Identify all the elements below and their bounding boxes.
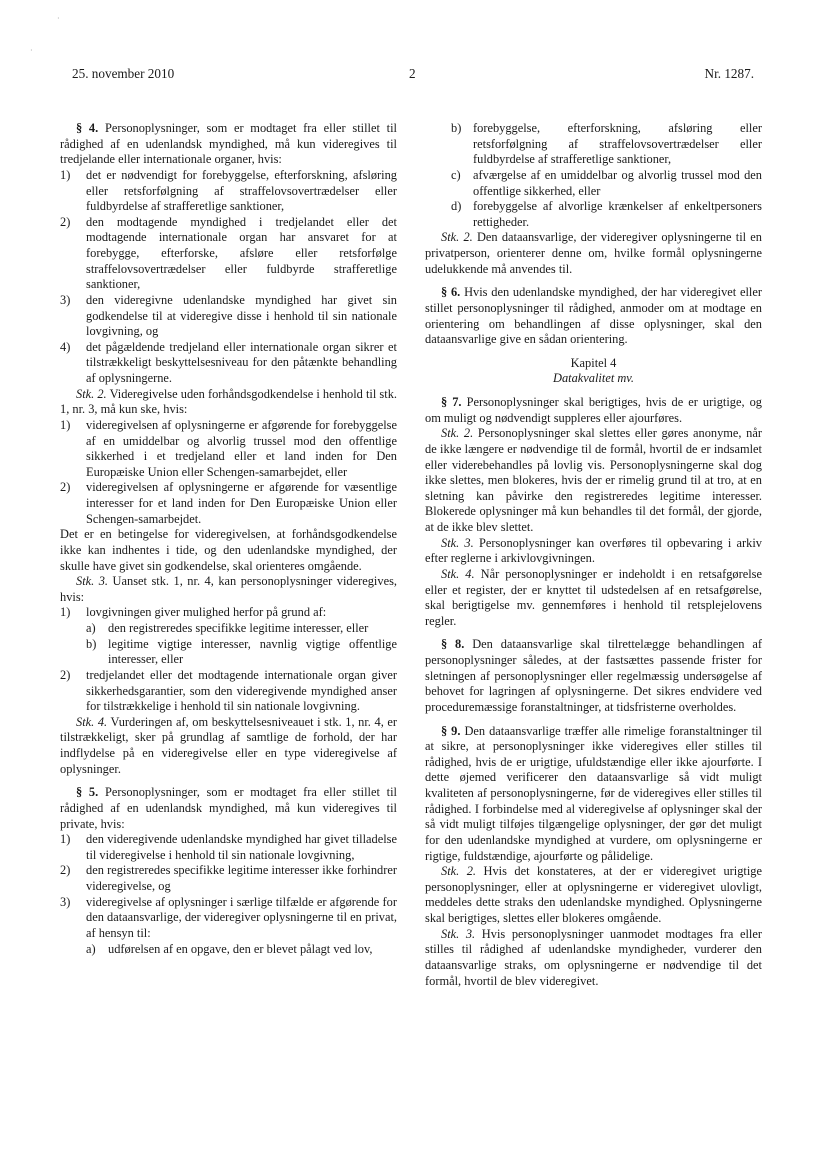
sub-list-item: a) den registreredes specifikke legitime interesser, eller (86, 621, 369, 635)
section-7: § 7. Personoplysninger skal berigtiges, hvis de er urigtige, og om muligt og nødvendigt suppleres eller ajourføres. (425, 395, 762, 425)
header-page-number: 2 (409, 66, 416, 81)
scan-dot: · (57, 14, 60, 23)
section-4-intro: § 4. Personoplysninger, som er modtaget fra eller stillet til rådighed af en udenlandsk myndighed, må kun videregives til tredjelande eller internationale organer, hvis: (60, 121, 397, 167)
sub-list-item: b) forebyggelse, efterforskning, afsløring eller retsforfølgning af straffelovsovertrædelser eller fuldbyrdelse af strafferetlige sanktioner, (451, 121, 762, 167)
sub-list-item: d) forebyggelse af alvorlige krænkelser af enkeltpersoners rettigheder. (451, 199, 762, 229)
list-item: 1) lovgivningen giver mulighed herfor på grund af: (60, 605, 327, 620)
right-column (425, 121, 762, 989)
scan-dot: · (30, 46, 33, 55)
sub-list-item: c) afværgelse af en umiddelbar og alvorlig trussel mod den offentlige sikkerhed, eller (451, 167, 762, 198)
section-7-stk-4: Stk. 4. Når personoplysninger er indeholdt i en retsafgørelse eller et register, der er knyttet til udstedelsen af en retsafgørelse, skal berigtigelse mv. gennemføres i henhold til retsplejelovens regler. (425, 566, 762, 628)
section-9: § 9. Den dataansvarlige træffer alle rimelige foranstaltninger til at sikre, at personoplysninger ikke videregives eller stilles til rådighed, hvis de er urigtige, ufuldstændige eller ikke ajourførte. I dette øjemed verificerer den dataansvarlige så vidt muligt kvaliteten af personoplysningerne, før de videregives eller stilles til rådighed. I forbindelse med al videregivelse af oplysninger skal der så vidt muligt tilføjes tilgængelige oplysninger, der gør det muligt for den udenlandske myndighed at vurdere, om oplysningerne er rigtige, fuldstændige, ajourførte og pålidelige. (425, 723, 762, 863)
section-7-stk-2: Stk. 2. Personoplysninger skal slettes eller gøres anonyme, når de ikke længere er nødvendige til de formål, hvortil de er indsamlet eller viderebehandles på lovlig vis. Personoplysningerne skal dog ikke slettes, men blokeres, hvis der er rimelig grund til at tro, at en sletning kan påvirke den registreredes legitime interesser. Blokerede oplysninger må kun behandles til det formål, der gjorde, at de ikke blev slettet. (425, 426, 762, 534)
section-4-stk-4: Stk. 4. Vurderingen af, om beskyttelsesniveauet i stk. 1, nr. 4, er tilstrækkeligt, sker på grundlag af samtlige de forhold, der har indflydelse på en videregivelse eller en type videregivelse af oplysninger. (60, 714, 398, 776)
sub-list-item: b) legitime vigtige interesser, navnlig vigtige offentlige interesser, eller (86, 636, 397, 667)
list-item: 2) den modtagende myndighed i tredjelandet eller det modtagende internationale organ har ansvaret for at forebygge, efterforske, afsløre eller retsforfølge straffelovsovertrædelser eller fuldbyrde strafferetlige sanktioner, (60, 214, 397, 292)
section-6: § 6. Hvis den udenlandske myndighed, der har videregivet eller stillet personoplysninger til rådighed, anmoder om at modtage en orientering om behandlingen af disse oplysninger, skal den dataansvarlige give en sådan orientering. (425, 285, 762, 347)
section-4-stk-3: Stk. 3. Uanset stk. 1, nr. 4, kan personoplysninger videregives, hvis: (60, 574, 397, 604)
list-item: 1) videregivelsen af oplysningerne er afgørende for forebyggelse af en umiddelbar og alvorlig trussel mod den offentlige sikkerhed i et tredjeland eller et land inden for Den Europæiske Union eller Schengen-samarbejdet, eller (60, 417, 397, 479)
list-item: 3) videregivelse af oplysninger i særlige tilfælde er afgørende for den dataansvarlige, der videregiver oplysningerne til en privat, af hensyn til: (60, 894, 397, 940)
sub-list-item: a) udførelsen af en opgave, den er blevet pålagt ved lov, (86, 941, 373, 956)
chapter-title: Datakvalitet mv. (553, 371, 634, 386)
section-7-stk-3: Stk. 3. Personoplysninger kan overføres til opbevaring i arkiv efter reglerne i arkivlovgivningen. (425, 535, 762, 566)
list-item: 2) den registreredes specifikke legitime interesser ikke forhindrer videregivelse, og (60, 863, 397, 893)
list-item: 4) det pågældende tredjeland eller internationale organ sikrer et tilstrækkeligt beskyttelsesniveau for den påtænkte behandling af oplysningerne. (60, 339, 397, 385)
list-item: 3) den videregivne udenlandske myndighed har givet sin godkendelse til at videregive disse i henhold til sin nationale lovgivning, og (60, 292, 397, 339)
list-item: 1) den videregivende udenlandske myndighed har givet tilladelse til videregivelse i henhold til sin nationale lovgivning, (60, 832, 397, 862)
list-item: 2) videregivelsen af oplysningerne er afgørende for væsentlige interesser for et land inden for Den Europæiske Union eller Schengen-samarbejdet. (60, 480, 397, 526)
section-5-intro: § 5. Personoplysninger, som er modtaget fra eller stillet til rådighed af en udenlandsk myndighed, må kun videregives til private, hvis: (60, 785, 397, 831)
section-9-stk-2: Stk. 2. Hvis det konstateres, at der er videregivet urigtige personoplysninger, eller at oplysningerne er videregivet ulovligt, meddeles dette straks den udenlandske myndighed. Oplysningerne skal berigtiges, slettes eller blokeres omgående. (425, 864, 762, 925)
chapter-heading: Kapitel 4 (570, 355, 617, 370)
left-column (60, 121, 397, 957)
header-date: 25. november 2010 (72, 66, 175, 81)
list-item: 2) tredjelandet eller det modtagende internationale organ giver sikkerhedsgarantier, som den videregivende myndighed anser for tilstrækkelige i henhold til sin nationale lovgivning. (60, 667, 397, 714)
list-item: 1) det er nødvendigt for forebyggelse, efterforskning, afsløring eller retsforfølgning af straffelovsovertrædelser eller fuldbyrdelse af strafferetlige sanktioner, (60, 167, 397, 214)
header-doc-number: Nr. 1287. (704, 66, 754, 81)
section-9-stk-3: Stk. 3. Hvis personoplysninger uanmodet modtages fra eller stilles til rådighed af udenlandske myndigheder, vurderer den dataansvarlige straks, om oplysningerne er nødvendige til det formål, hvortil de blev videregivet. (425, 926, 762, 988)
section-8: § 8. Den dataansvarlige skal tilrettelægge behandlingen af personoplysninger således, at der fastsættes passende frister for sletningen af personoplysninger eller regelmæssig undersøgelse af behovet for lagringen af oplysningerne. Det sikres endvidere ved proceduremæssige foranstaltninger, at tidsfristerne overholdes. (425, 637, 762, 714)
section-4-stk-2: Stk. 2. Videregivelse uden forhåndsgodkendelse i henhold til stk. 1, nr. 3, må kun ske, hvis: (60, 386, 397, 417)
section-4-stk-2-tail: Det er en betingelse for videregivelsen, at forhåndsgodkendelse ikke kan indhentes i tide, og den udenlandske myndighed, der skulle have givet sin godkendelse, skal orienteres omgående. (60, 527, 397, 573)
section-5-stk-2: Stk. 2. Den dataansvarlige, der videregiver oplysningerne til en privatperson, orienterer denne om, hvilke formål oplysningerne udelukkende må anvendes til. (425, 230, 762, 276)
